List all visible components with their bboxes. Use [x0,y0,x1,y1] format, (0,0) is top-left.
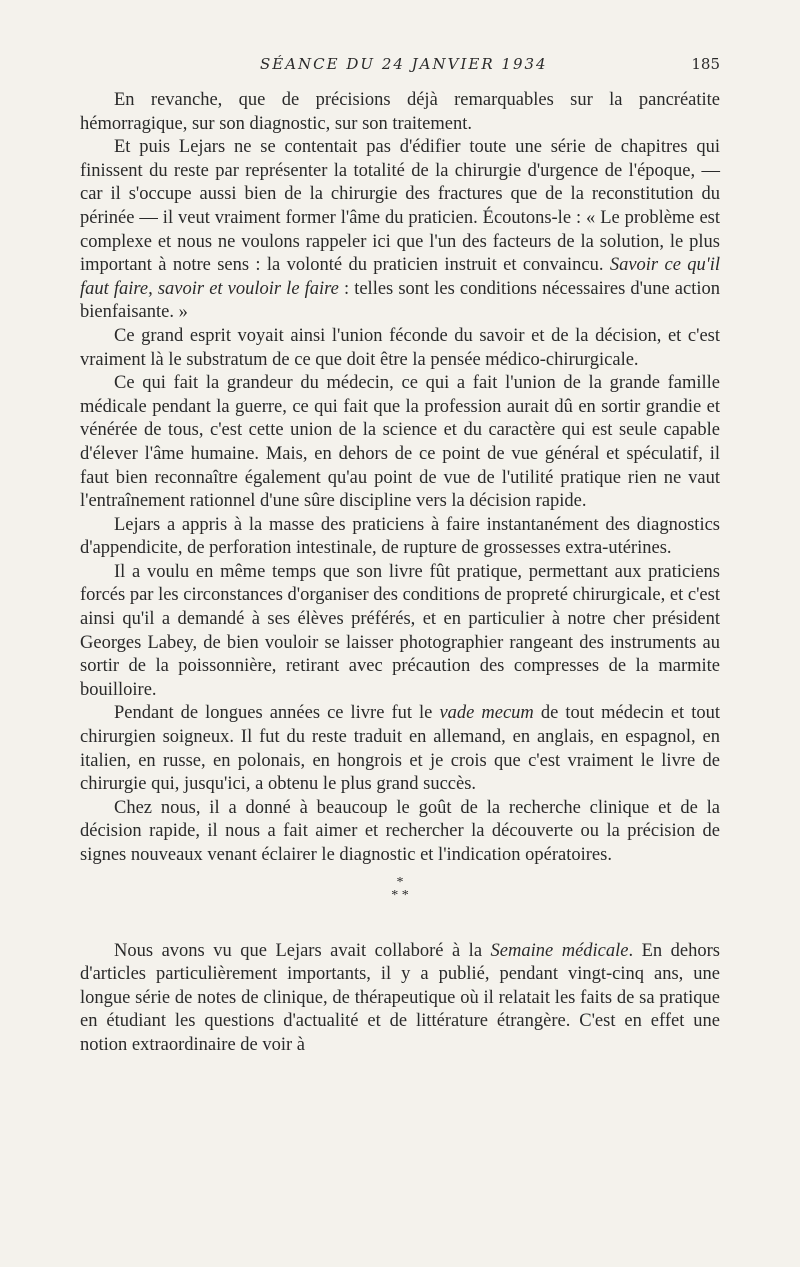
paragraph: Ce qui fait la grandeur du médecin, ce qui a fait l'union de la grande famille médicale pendant la guerre, ce qui fait que la profession aurait dû en sortir grandie et vénérée de tous, c'est cette union de la science et du caractère qui est seule capable d'élever l'âme humaine. Mais, en dehors de ce point de vue général et spéculatif, il faut bien reconnaître également qu'au point de vue de l'utilité pratique rien ne vaut l'entraînement rationnel d'une sûre discipline vers la décision rapide. [80,373,720,512]
running-header [80,55,720,89]
body-text [80,89,720,1058]
paragraph: En revanche, que de précisions déjà remarquables sur la pancréatite hémorragique, sur son diagnostic, sur son traitement. [80,90,720,134]
document-page [80,55,720,1058]
paragraph: Nous avons vu que Lejars avait collaboré à la Semaine médicale. En dehors d'articles particulièrement importants, il y a publié, pendant vingt-cinq ans, une longue série de notes de clinique, de thérapeutique où il relatait les faits de sa pratique en étudiant les questions d'actualité et de littérature étrangère. C'est en effet une notion extraordinaire de voir à [80,940,720,1055]
section-separator [80,876,720,902]
paragraph: Pendant de longues années ce livre fut le vade mecum de tout médecin et tout chirurgien soigneux. Il fut du reste traduit en allemand, en anglais, en espagnol, en italien, en russe, en polonais, en hongrois et je crois que c'est vraiment le livre de chirurgie qui, jusqu'ici, a obtenu le plus grand succès. [80,703,720,795]
separator-star-bottom: * * [391,887,409,903]
paragraph: Il a voulu en même temps que son livre fût pratique, permettant aux praticiens forcés par les circonstances d'organiser des conditions de propreté chirurgicale, et c'est ainsi qu'il a demandé à ses élèves préférés, et en particulier à notre cher président Georges Labey, de bien vouloir se laisser photographier rangeant des instruments au sortir de la poissonnière, retirant avec précaution des compresses de la marmite bouilloire. [80,561,720,700]
paragraph: Chez nous, il a donné à beaucoup le goût de la recherche clinique et de la décision rapide, il nous a fait aimer et rechercher la découverte ou la précision de signes nouveaux venant éclairer le diagnostic et l'indication opératoires. [80,797,720,865]
paragraph: Et puis Lejars ne se contentait pas d'édifier toute une série de chapitres qui finissent du reste par représenter la totalité de la chirurgie d'urgence de l'époque, — car il s'occupe aussi bien de la chirurgie des fractures que de la reconstitution du périnée — il veut vraiment former l'âme du praticien. Écoutons-le : « Le problème est complexe et nous ne voulons rappeler ici que l'un des facteurs de la solution, le plus important à notre sens : la volonté du praticien instruit et convaincu. Savoir ce qu'il faut faire, savoir et vouloir le faire : telles sont les conditions nécessaires d'une action bienfaisante. » [80,137,720,323]
page-number: 185 [691,55,720,73]
paragraph: Ce grand esprit voyait ainsi l'union féconde du savoir et de la décision, et c'est vraiment là le substratum de ce que doit être la pensée médico-chirurgicale. [80,325,720,370]
separator-star-top: * [396,874,404,890]
paragraph: Lejars a appris à la masse des praticiens à faire instantanément des diagnostics d'appendicite, de perforation intestinale, de rupture de grossesses extra-utérines. [80,514,720,559]
header-title: SÉANCE DU 24 JANVIER 1934 [260,55,548,73]
